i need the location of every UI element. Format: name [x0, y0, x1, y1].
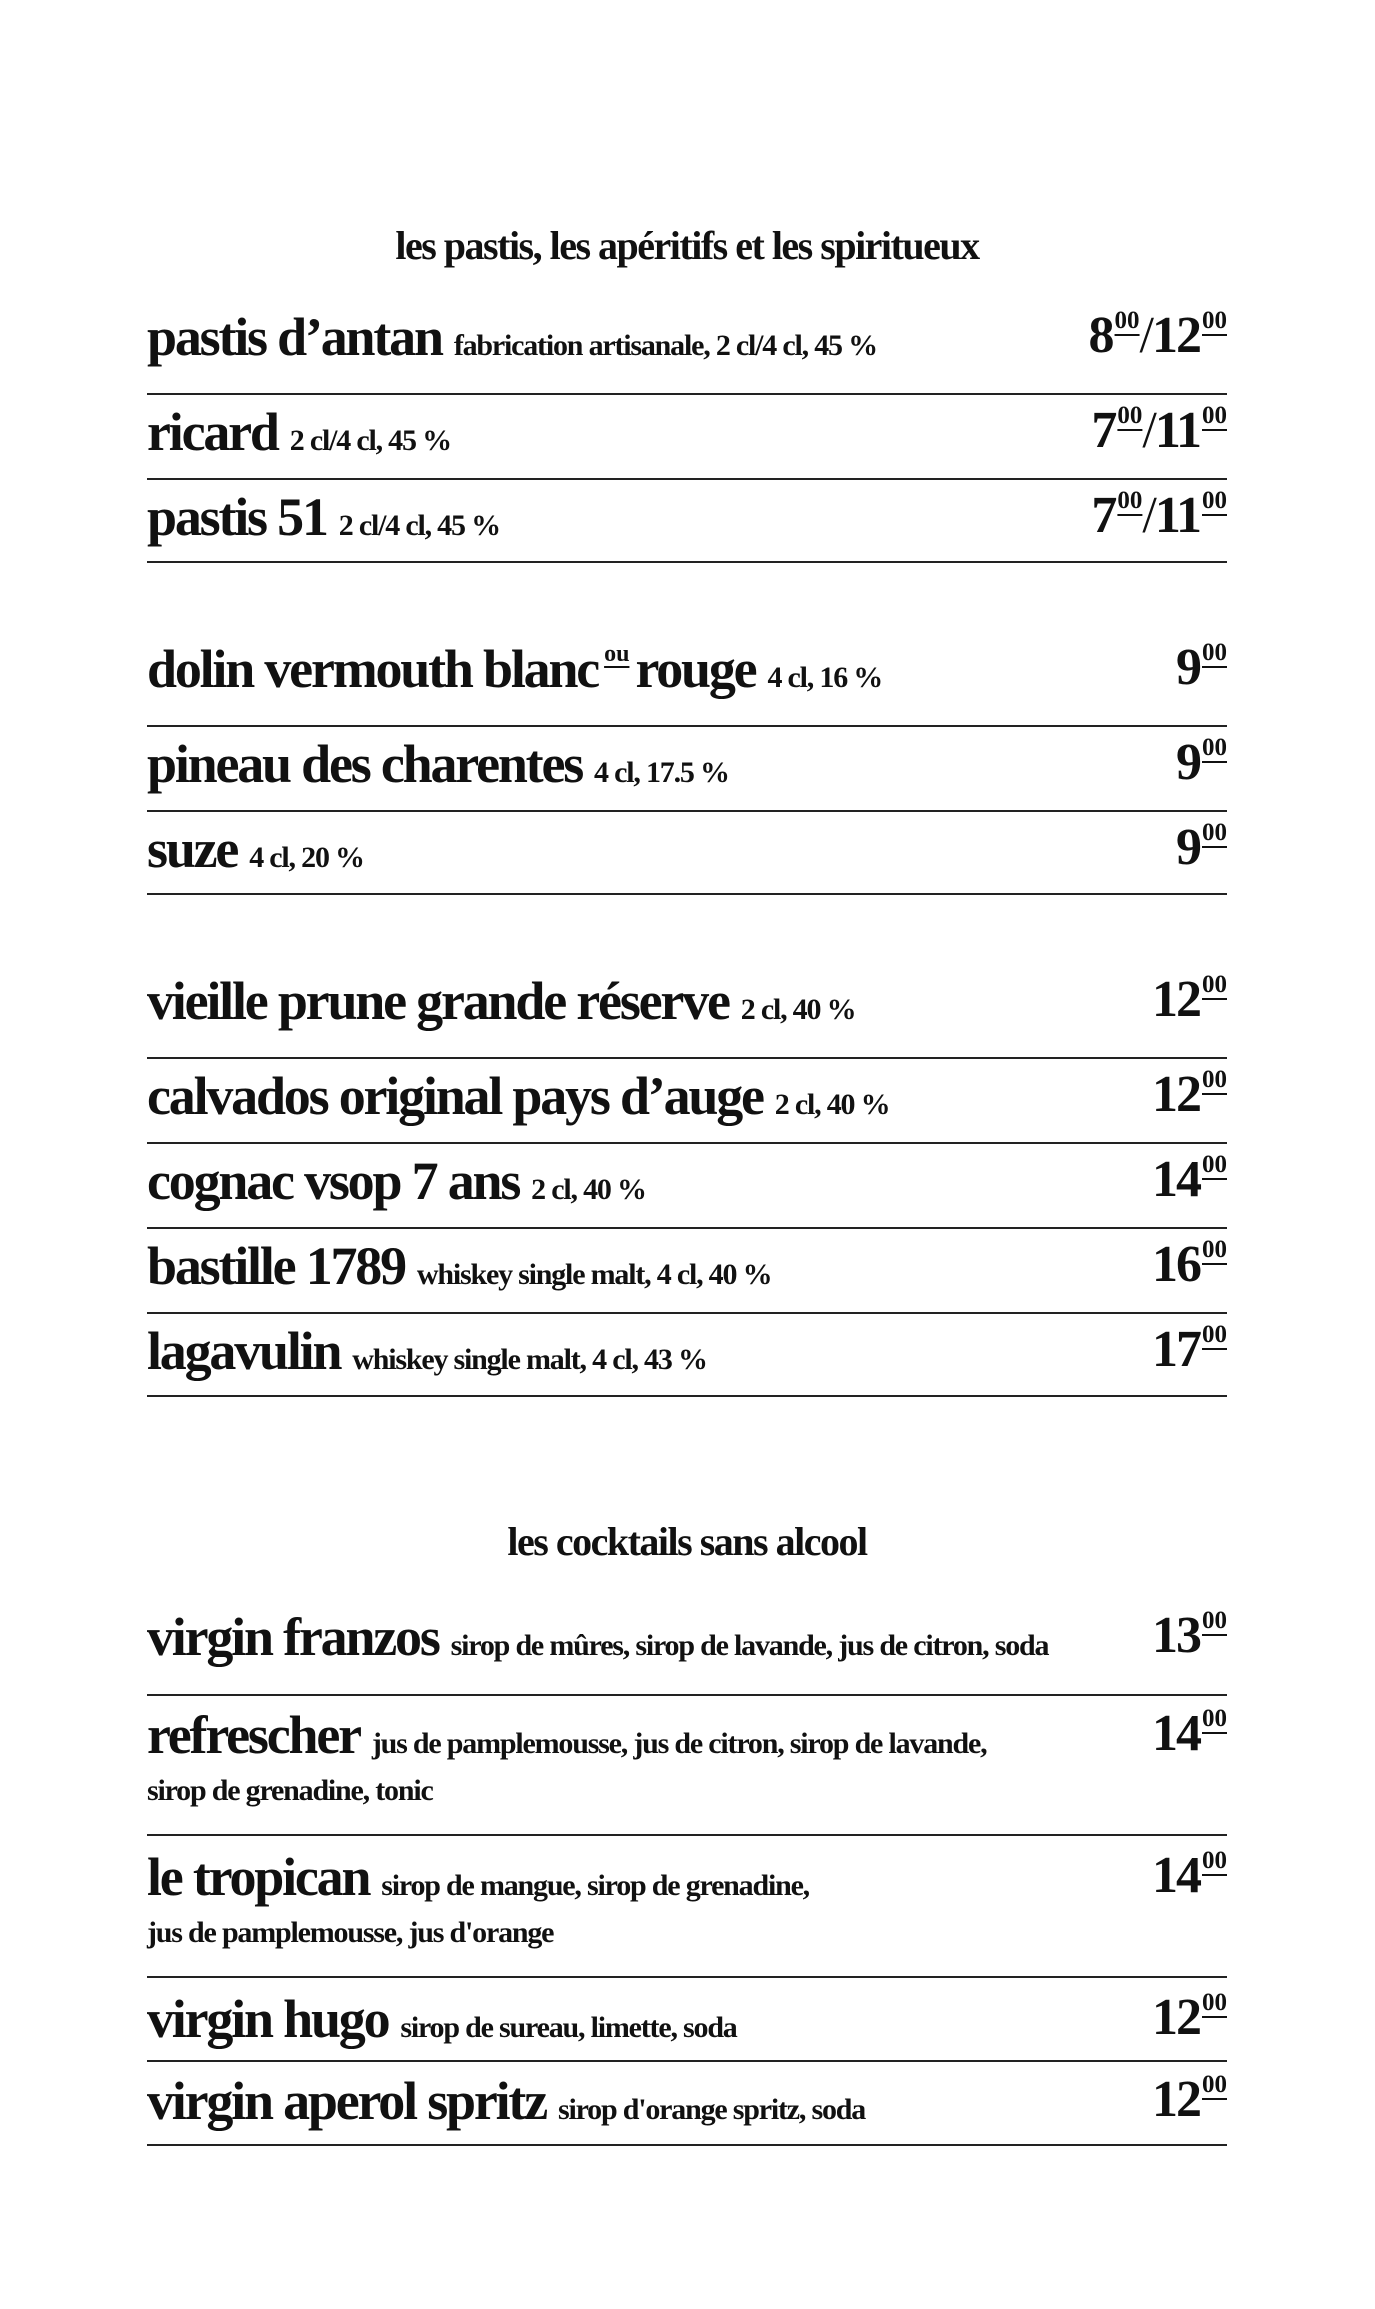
item-detail: 2 cl/4 cl, 45 %	[338, 509, 500, 542]
item-detail: 2 cl, 40 %	[774, 1088, 890, 1121]
menu-item	[147, 971, 1227, 1059]
item-detail: 2 cl, 40 %	[740, 993, 856, 1026]
item-or: ou	[604, 641, 630, 667]
item-price: $9^{00}$	[1176, 734, 1227, 791]
item-detail: whiskey single malt, 4 cl, 43 %	[352, 1343, 707, 1376]
item-name: pastis 51	[147, 487, 327, 547]
item-detail: jus de pamplemousse, jus de citron, sirop de lavande,	[371, 1727, 987, 1760]
item-price: $12^{00}$	[1152, 1066, 1227, 1123]
item-price: $9^{00}$	[1176, 639, 1227, 696]
menu-item	[147, 1229, 1227, 1314]
menu-item	[147, 2062, 1227, 2146]
item-price: $13^{00}$	[1152, 1607, 1227, 1664]
item-name: dolin vermouth blanc	[147, 639, 599, 699]
item-price: $16^{00}$	[1152, 1236, 1227, 1293]
item-name: ricard	[147, 402, 278, 462]
item-name: pineau des charentes	[147, 734, 583, 794]
group-aperitifs	[147, 639, 1227, 895]
menu-item	[147, 307, 1227, 395]
menu-item	[147, 1059, 1227, 1144]
section-title-cocktails: les cocktails sans alcool	[507, 1519, 867, 1564]
menu-item	[147, 1314, 1227, 1397]
item-detail: sirop de mangue, sirop de grenadine,	[381, 1869, 809, 1902]
menu-item	[147, 480, 1227, 563]
item-price: $8^{00}/12^{00}$	[1088, 307, 1227, 364]
item-detail: 2 cl/4 cl, 45 %	[289, 424, 451, 457]
item-detail: 4 cl, 16 %	[767, 661, 883, 694]
item-detail-line2: sirop de grenadine, tonic	[147, 1774, 433, 1807]
section-title-spiritueux: les pastis, les apéritifs et les spiritueux	[395, 223, 979, 268]
group-cocktails	[147, 1607, 1227, 2146]
menu-item	[147, 812, 1227, 895]
item-price: $14^{00}$	[1152, 1705, 1227, 1762]
menu-item	[147, 1144, 1227, 1229]
item-name: virgin franzos	[147, 1607, 439, 1667]
item-detail: whiskey single malt, 4 cl, 40 %	[416, 1258, 772, 1291]
item-detail: 4 cl, 20 %	[249, 841, 364, 874]
item-price: $14^{00}$	[1152, 1847, 1227, 1904]
item-price: $14^{00}$	[1152, 1151, 1227, 1208]
item-name: virgin hugo	[147, 1989, 389, 2049]
item-price: $7^{00}/11^{00}$	[1091, 487, 1227, 544]
item-detail: sirop de mûres, sirop de lavande, jus de citron, soda	[450, 1629, 1049, 1662]
item-detail: 2 cl, 40 %	[531, 1173, 646, 1206]
menu-item	[147, 1978, 1227, 2062]
group-spirits	[147, 971, 1227, 1397]
item-name: pastis d’antan	[147, 307, 442, 367]
item-name: cognac vsop 7 ans	[147, 1151, 520, 1211]
item-price: $9^{00}$	[1176, 819, 1227, 876]
item-detail-line2: jus de pamplemousse, jus d'orange	[147, 1916, 554, 1949]
item-name: bastille 1789	[147, 1236, 405, 1296]
menu-item	[147, 1836, 1227, 1978]
item-name: vieille prune grande réserve	[147, 971, 729, 1031]
item-name: lagavulin	[147, 1321, 341, 1381]
item-price: $12^{00}$	[1152, 1989, 1227, 2046]
item-name: refrescher	[147, 1705, 360, 1765]
item-name: virgin aperol spritz	[147, 2071, 546, 2131]
item-detail: sirop de sureau, limette, soda	[400, 2011, 737, 2044]
group-pastis	[147, 307, 1227, 563]
item-detail: 4 cl, 17.5 %	[594, 756, 729, 789]
item-detail: sirop d'orange spritz, soda	[557, 2093, 866, 2126]
item-name: le tropican	[147, 1847, 370, 1907]
menu-item	[147, 727, 1227, 812]
item-name: suze	[147, 819, 238, 879]
item-name-alt: rouge	[635, 639, 756, 699]
menu-item	[147, 395, 1227, 480]
menu-item	[147, 639, 1227, 727]
item-price: $17^{00}$	[1152, 1321, 1227, 1378]
menu-item	[147, 1607, 1227, 1696]
item-name: calvados original pays d’auge	[147, 1066, 763, 1126]
item-price: $12^{00}$	[1152, 2071, 1227, 2128]
menu-item	[147, 1696, 1227, 1836]
item-price: $7^{00}/11^{00}$	[1091, 402, 1227, 459]
item-price: $12^{00}$	[1152, 971, 1227, 1028]
item-detail: fabrication artisanale, 2 cl/4 cl, 45 %	[453, 329, 877, 362]
